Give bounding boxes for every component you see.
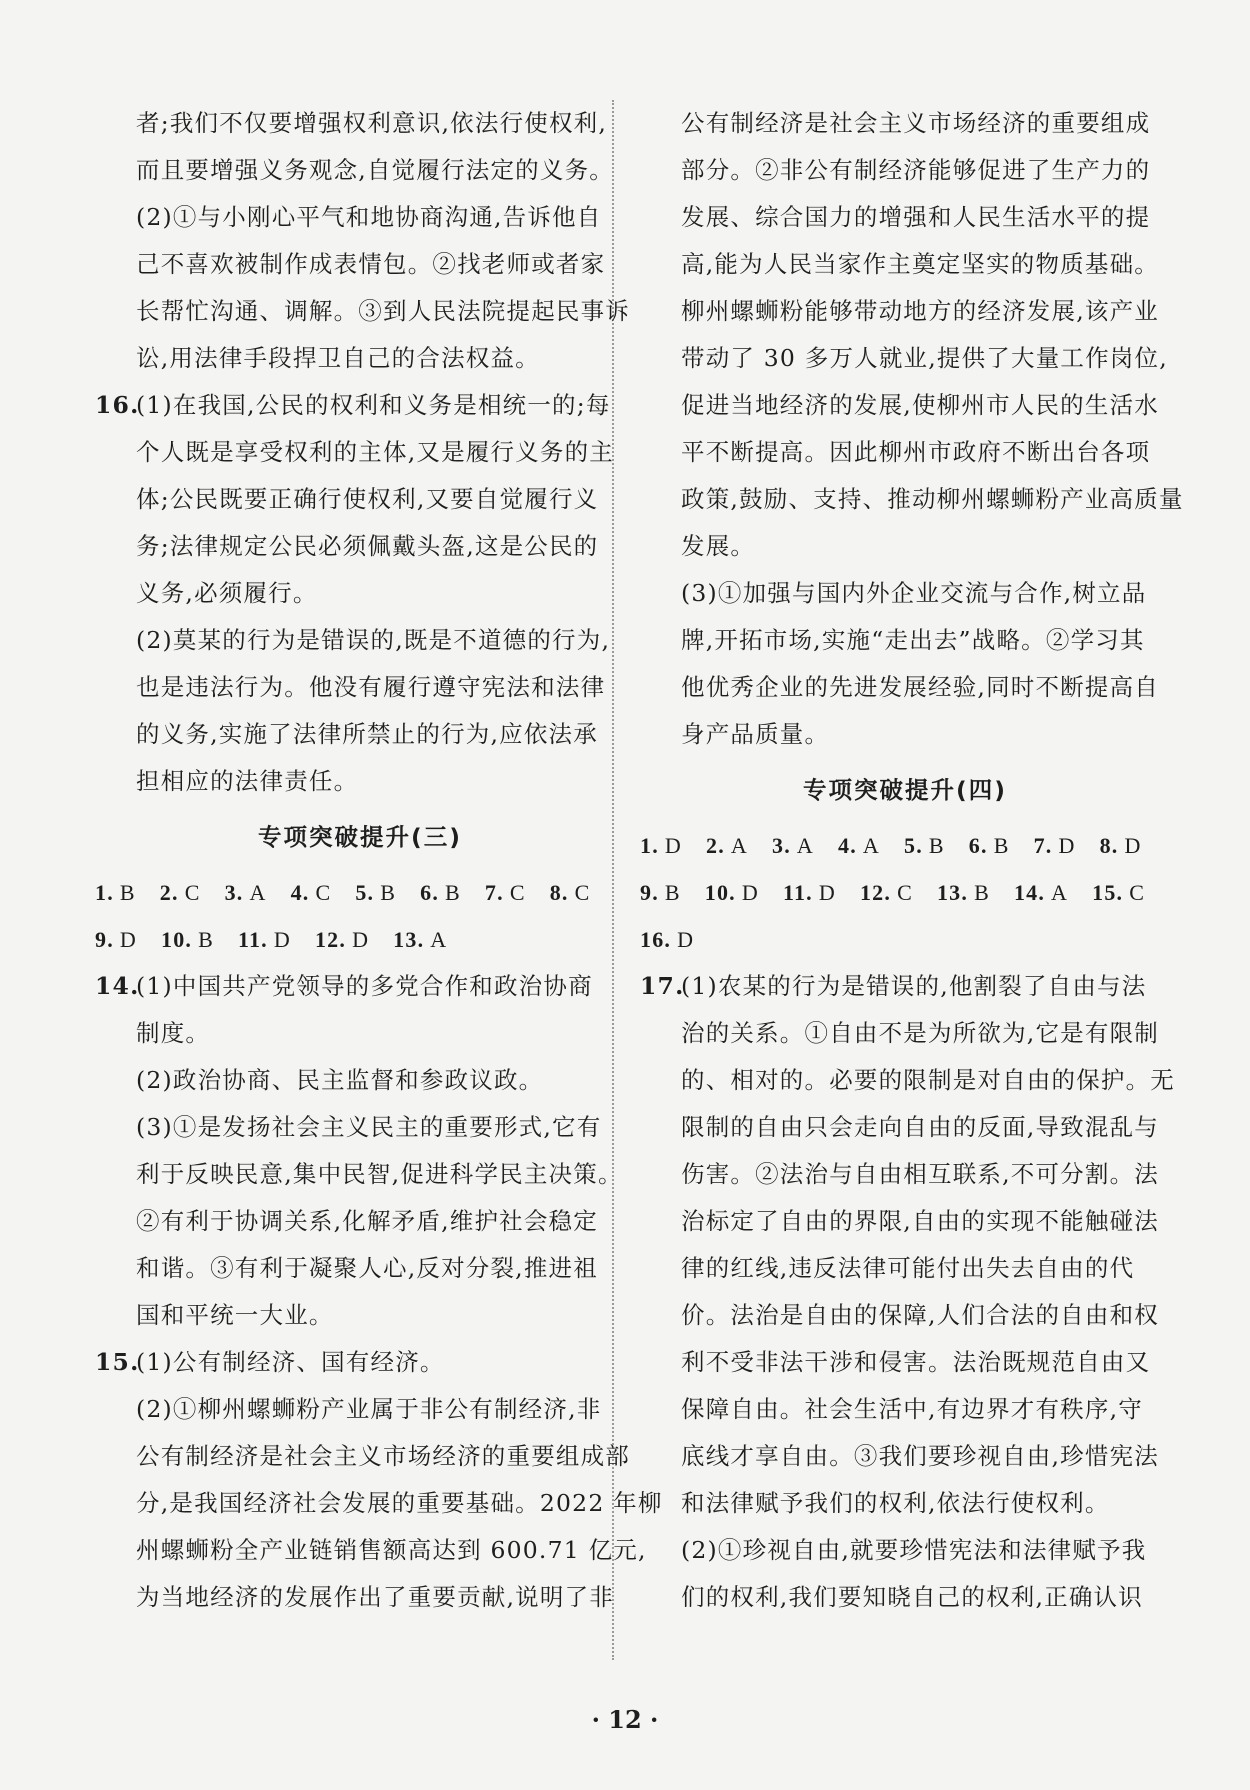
text-line: 的、相对的。必要的限制是对自由的保护。无 bbox=[681, 1066, 1175, 1094]
text-line: 务;法律规定公民必须佩戴头盔,这是公民的 bbox=[136, 532, 599, 560]
section-heading: 专项突破提升(四) bbox=[803, 776, 1007, 804]
text-line: 伤害。②法治与自由相互联系,不可分割。法 bbox=[681, 1160, 1159, 1188]
answer-row bbox=[95, 916, 625, 963]
text-line: 体;公民既要正确行使权利,又要自觉履行义 bbox=[136, 485, 599, 513]
answer-item: 6. B bbox=[968, 833, 1010, 858]
answer-row bbox=[640, 869, 1170, 916]
answer-row bbox=[640, 822, 1170, 869]
answer-item: 6. B bbox=[420, 880, 461, 905]
text-line: 和谐。③有利于凝聚人心,反对分裂,推进祖 bbox=[136, 1254, 598, 1282]
text-line: 义务,必须履行。 bbox=[136, 579, 318, 607]
text-line: 个人既是享受权利的主体,又是履行义务的主 bbox=[136, 438, 614, 466]
text-line: 公有制经济是社会主义市场经济的重要组成 bbox=[681, 109, 1151, 137]
text-line: 利不受非法干涉和侵害。法治既规范自由又 bbox=[681, 1348, 1151, 1376]
text-line: 利于反映民意,集中民智,促进科学民主决策。 bbox=[136, 1160, 623, 1188]
question-17 bbox=[640, 963, 1170, 1010]
text-line: (1)公有制经济、国有经济。 bbox=[136, 1348, 445, 1376]
text-line: 柳州螺蛳粉能够带动地方的经济发展,该产业 bbox=[681, 297, 1159, 325]
answer-item: 4. A bbox=[838, 833, 880, 858]
text-line: 也是违法行为。他没有履行遵守宪法和法律 bbox=[136, 673, 606, 701]
text-line: 限制的自由只会走向自由的反面,导致混乱与 bbox=[681, 1113, 1159, 1141]
text-line: ②有利于协调关系,化解矛盾,维护社会稳定 bbox=[136, 1207, 598, 1235]
text-line: (2)①柳州螺蛳粉产业属于非公有制经济,非 bbox=[136, 1395, 602, 1423]
answer-item: 10. B bbox=[161, 927, 214, 952]
text-line: (2)①珍视自由,就要珍惜宪法和法律赋予我 bbox=[681, 1536, 1147, 1564]
text-line: 治的关系。①自由不是为所欲为,它是有限制 bbox=[681, 1019, 1159, 1047]
text-line: (2)政治协商、民主监督和参政议政。 bbox=[136, 1066, 544, 1094]
text-line: 政策,鼓励、支持、推动柳州螺蛳粉产业高质量 bbox=[681, 485, 1184, 513]
section-heading: 专项突破提升(三) bbox=[258, 823, 462, 851]
answer-item: 9. B bbox=[640, 880, 681, 905]
text-line: 带动了 30 多万人就业,提供了大量工作岗位, bbox=[681, 344, 1168, 372]
question-15 bbox=[95, 1339, 625, 1386]
answer-item: 8. D bbox=[1099, 833, 1142, 858]
answer-row bbox=[640, 916, 1170, 963]
text-line: 保障自由。社会生活中,有边界才有秩序,守 bbox=[681, 1395, 1143, 1423]
answer-item: 8. C bbox=[549, 880, 591, 905]
text-line: 他优秀企业的先进发展经验,同时不断提高自 bbox=[681, 673, 1159, 701]
text-line: 平不断提高。因此柳州市政府不断出台各项 bbox=[681, 438, 1151, 466]
text-line: 为当地经济的发展作出了重要贡献,说明了非 bbox=[136, 1583, 614, 1611]
text-line: 而且要增强义务观念,自觉履行法定的义务。 bbox=[136, 156, 614, 184]
question-16 bbox=[95, 382, 625, 429]
answer-item: 1. D bbox=[640, 833, 682, 858]
answer-item: 11. D bbox=[782, 880, 836, 905]
text-line: 价。法治是自由的保障,人们合法的自由和权 bbox=[681, 1301, 1159, 1329]
answer-item: 16. D bbox=[640, 927, 695, 952]
text-line: 分,是我国经济社会发展的重要基础。2022 年柳 bbox=[136, 1489, 663, 1517]
answer-item: 7. C bbox=[484, 880, 526, 905]
text-line: 高,能为人民当家作主奠定坚实的物质基础。 bbox=[681, 250, 1159, 278]
text-line: 制度。 bbox=[136, 1019, 211, 1047]
answer-item: 10. D bbox=[704, 880, 759, 905]
text-line: 公有制经济是社会主义市场经济的重要组成部 bbox=[136, 1442, 630, 1470]
question-number: 16. bbox=[95, 391, 140, 419]
text-line: (1)在我国,公民的权利和义务是相统一的;每 bbox=[136, 391, 611, 419]
answer-item: 2. C bbox=[159, 880, 201, 905]
text-line: 担相应的法律责任。 bbox=[136, 767, 359, 795]
text-line: (2)①与小刚心平气和地协商沟通,告诉他自 bbox=[136, 203, 602, 231]
answer-item: 3. A bbox=[772, 833, 814, 858]
text-line: 促进当地经济的发展,使柳州市人民的生活水 bbox=[681, 391, 1159, 419]
answer-item: 1. B bbox=[95, 880, 136, 905]
text-line: 发展、综合国力的增强和人民生活水平的提 bbox=[681, 203, 1151, 231]
text-line: 部分。②非公有制经济能够促进了生产力的 bbox=[681, 156, 1151, 184]
text-line: 和法律赋予我们的权利,依法行使权利。 bbox=[681, 1489, 1110, 1517]
answer-row bbox=[95, 869, 625, 916]
answer-item: 7. D bbox=[1033, 833, 1076, 858]
answer-item: 3. A bbox=[224, 880, 267, 905]
answer-item: 5. B bbox=[355, 880, 397, 905]
answer-item: 13. B bbox=[936, 880, 990, 905]
question-number: 14. bbox=[95, 972, 140, 1000]
text-line: 牌,开拓市场,实施“走出去”战略。②学习其 bbox=[681, 626, 1145, 654]
answer-item: 11. D bbox=[237, 927, 291, 952]
question-number: 17. bbox=[640, 972, 685, 1000]
text-line: (3)①加强与国内外企业交流与合作,树立品 bbox=[681, 579, 1147, 607]
text-line: 的义务,实施了法律所禁止的行为,应依法承 bbox=[136, 720, 598, 748]
text-line: 发展。 bbox=[681, 532, 756, 560]
answer-item: 2. A bbox=[706, 833, 748, 858]
text-line: 底线才享自由。③我们要珍视自由,珍惜宪法 bbox=[681, 1442, 1159, 1470]
text-line: (1)中国共产党领导的多党合作和政治协商 bbox=[136, 972, 593, 1000]
answer-item: 14. A bbox=[1013, 880, 1069, 905]
answer-item: 5. B bbox=[904, 833, 945, 858]
answer-item: 12. D bbox=[314, 927, 370, 952]
question-number: 15. bbox=[95, 1348, 140, 1376]
text-line: 己不喜欢被制作成表情包。②找老师或者家 bbox=[136, 250, 606, 278]
answer-item: 15. C bbox=[1092, 880, 1146, 905]
text-line: 者;我们不仅要增强权利意识,依法行使权利, bbox=[136, 109, 608, 137]
text-line: (2)莫某的行为是错误的,既是不道德的行为, bbox=[136, 626, 611, 654]
text-line: (1)农某的行为是错误的,他割裂了自由与法 bbox=[681, 972, 1147, 1000]
answer-item: 12. C bbox=[859, 880, 913, 905]
text-line: (3)①是发扬社会主义民主的重要形式,它有 bbox=[136, 1113, 602, 1141]
text-line: 们的权利,我们要知晓自己的权利,正确认识 bbox=[681, 1583, 1143, 1611]
text-line: 律的红线,违反法律可能付出失去自由的代 bbox=[681, 1254, 1135, 1282]
text-line: 国和平统一大业。 bbox=[136, 1301, 334, 1329]
text-line: 讼,用法律手段捍卫自己的合法权益。 bbox=[136, 344, 540, 372]
text-line: 身产品质量。 bbox=[681, 720, 830, 748]
page-number: · 12 · bbox=[591, 1705, 659, 1734]
answer-item: 9. D bbox=[95, 927, 137, 952]
right-column bbox=[640, 100, 1184, 1621]
answer-item: 4. C bbox=[290, 880, 332, 905]
text-line: 治标定了自由的界限,自由的实现不能触碰法 bbox=[681, 1207, 1159, 1235]
text-line: 长帮忙沟通、调解。③到人民法院提起民事诉 bbox=[136, 297, 630, 325]
answer-item: 13. A bbox=[393, 927, 448, 952]
text-line: 州螺蛳粉全产业链销售额高达到 600.71 亿元, bbox=[136, 1536, 647, 1564]
question-14 bbox=[95, 963, 625, 1010]
